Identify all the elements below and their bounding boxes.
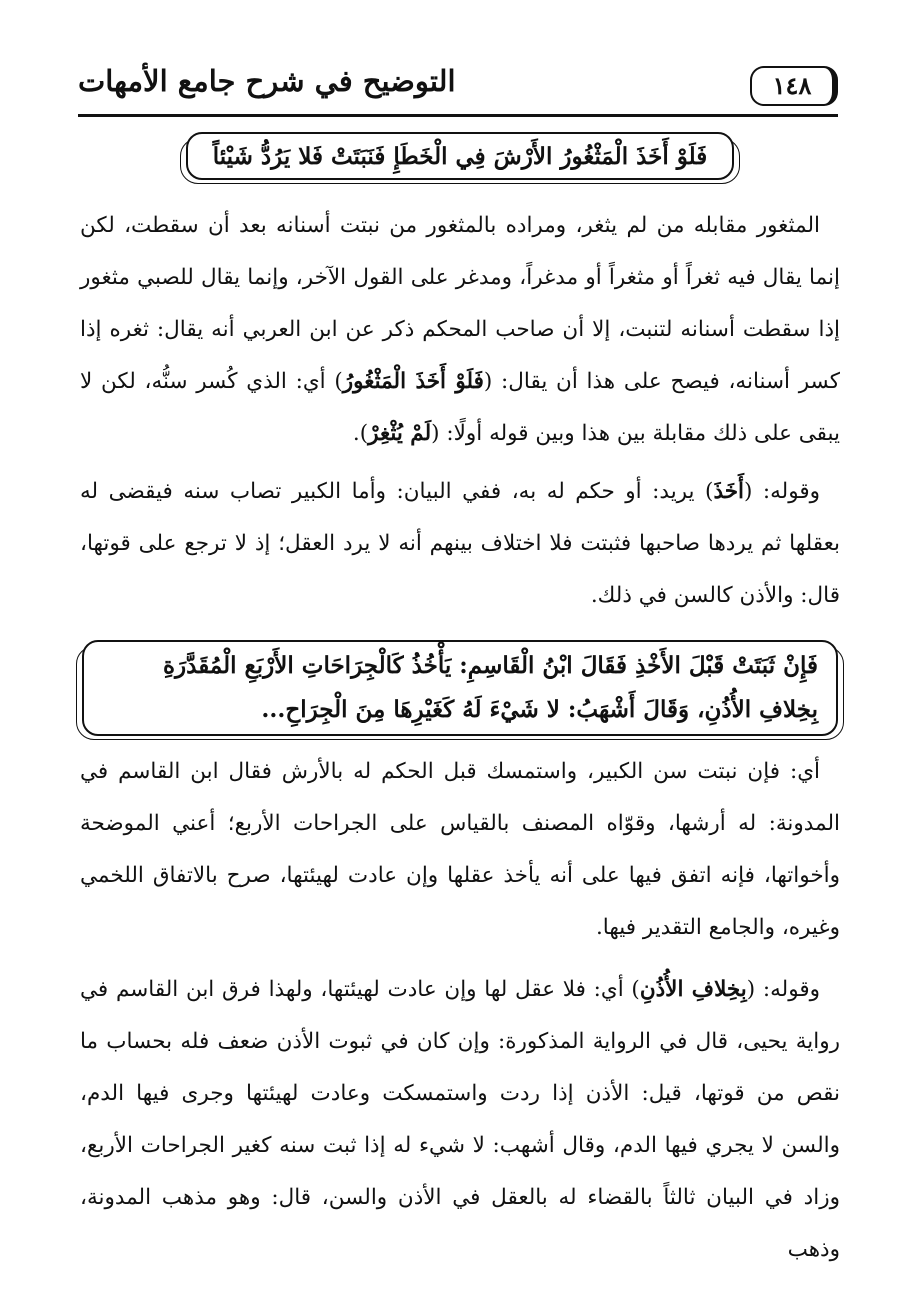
matn-2-line-1: فَإِنْ ثَبَتَتْ قَبْلَ الأَخْذِ فَقَالَ ابْنُ الْقَاسِمِ: يَأْخُذُ كَالْجِرَاحَاتِ الأَرْبَعِ الْمُقَدَّرَةِ <box>162 652 818 679</box>
page-header <box>78 62 838 117</box>
commentary-paragraph-3 <box>80 746 840 954</box>
commentary-paragraph-1 <box>80 200 840 460</box>
running-title: التوضيح في شرح جامع الأمهات <box>78 64 456 98</box>
para-1-quote-b: لَمْ يُثْغِرْ <box>368 421 432 446</box>
matn-box-2 <box>82 640 838 736</box>
para-1-text-c: ). <box>352 421 369 446</box>
page-number: ١٤٨ <box>750 66 838 106</box>
matn-2-line-2: بِخِلافِ الأُذُنِ، وَقَالَ أَشْهَبُ: لا شَيْءَ لَهُ كَغَيْرِهَا مِنَ الْجِرَاحِ... <box>261 696 818 723</box>
commentary-paragraph-4 <box>80 964 840 1276</box>
matn-text-1: فَلَوْ أَخَذَ الْمَثْغُورُ الأَرْشَ فِي الْخَطَإِ فَنَبَتَتْ فَلا يَرُدُّ شَيْئاً <box>212 143 708 170</box>
matn-box-1 <box>186 132 734 180</box>
commentary-paragraph-2 <box>80 466 840 622</box>
para-4-text-a: وقوله: ( <box>746 977 820 1002</box>
para-2-text-a: وقوله: ( <box>744 479 820 504</box>
para-2-quote-a: أَخَذَ <box>713 479 744 504</box>
para-4-quote-a: بِخِلافِ الأُذُنِ <box>639 977 747 1002</box>
para-3-text: أي: فإن نبتت سن الكبير، واستمسك قبل الحكم له بالأرش فقال ابن القاسم في المدونة: له أرشها، وقوّاه المصنف بالقياس على الجراحات الأربع؛ أعني الموضحة وأخواتها، فإنه اتفق فيها على أنه يأخذ عقلها وإن عادت لهيئتها، صرح بالاتفاق اللخمي وغيره، والجامع التقدير فيها. <box>80 759 840 940</box>
para-1-text-a: المثغور مقابله من لم يثغر، ومراده بالمثغور من نبتت أسنانه بعد أن سقطت، لكن إنما يقال فيه ثغراً أو مثغراً أو مدغراً، ومدغر على القول الآخر، وإنما يقال للصبي مثغور إذا سقطت أسنانه لتنبت، إلا أن صاحب المحكم ذكر عن ابن العربي أنه يقال: ثغره إذا كسر أسنانه، فيصح على هذا أن يقال: ( <box>80 213 840 394</box>
para-2-text-b: ) يريد: أو حكم له به، ففي البيان: وأما الكبير تصاب سنه فيقضى له بعقلها ثم يردها صاحبها فثبتت فلا اختلاف بينهم أنه لا يرد العقل؛ إذ لا ترجع على قوتها، قال: والأذن كالسن في ذلك. <box>80 479 840 608</box>
para-4-text-b: ) أي: فلا عقل لها وإن عادت لهيئتها، ولهذا فرق ابن القاسم في رواية يحيى، قال في الرواية المذكورة: وإن كان في ثبوت الأذن ضعف فله بحساب ما نقص من قوتها، قيل: الأذن إذا ردت واستمسكت وعادت لهيئتها وجرى فيها الدم، والسن لا يجري فيها الدم، وقال أشهب: لا شيء له إذا ثبت سنه كغير الجراحات الأربع، وزاد في البيان ثالثاً بالقضاء له بالعقل في الأذن والسن، قال: وهو مذهب المدونة، وذهب <box>80 977 840 1262</box>
para-1-text-b: ) أي: الذي كُسر سنُّه، لكن لا يبقى على ذلك مقابلة بين هذا وبين قوله أولًا: ( <box>80 369 840 446</box>
para-1-quote-a: فَلَوْ أَخَذَ الْمَثْغُورُ <box>342 369 484 394</box>
